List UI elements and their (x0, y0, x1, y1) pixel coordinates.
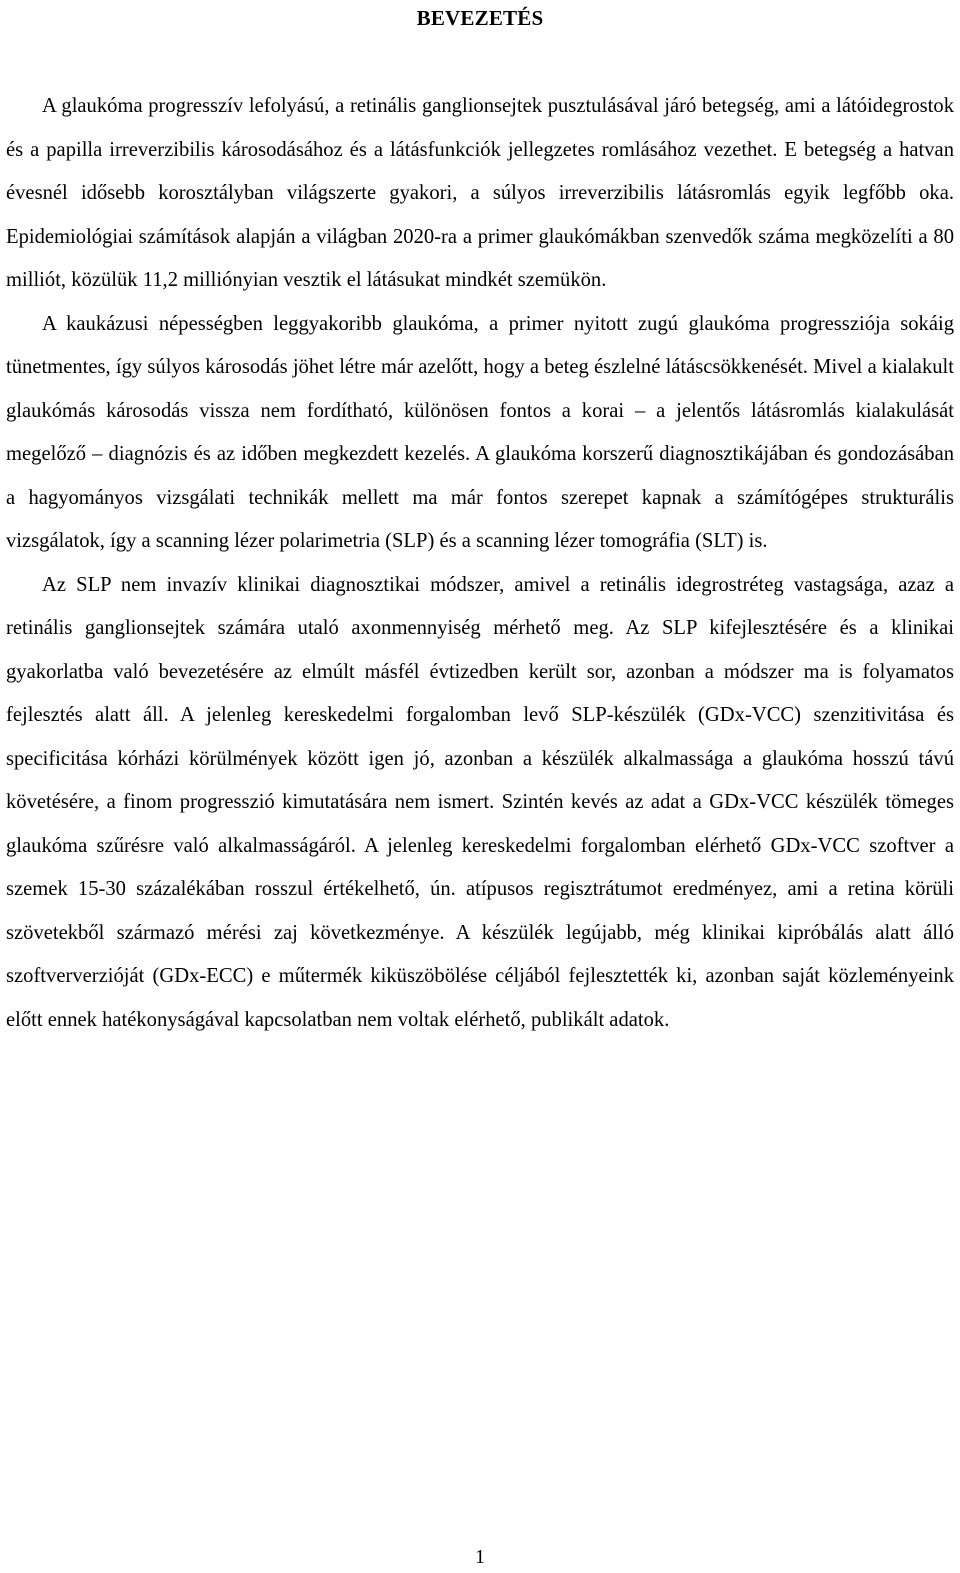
page-number: 1 (475, 1546, 485, 1568)
paragraph-2: A kaukázusi népességben leggyakoribb glaukóma, a primer nyitott zugú glaukóma progressziója sokáig tünetmentes, így súlyos károsodás jöhet létre már azelőtt, hogy a beteg észlelné látáscsökkenését. Mivel a kialakult glaukómás károsodás vissza nem fordítható, különösen fontos a korai – a jelentős látásromlás kialakulását megelőző – diagnózis és az időben megkezdett kezelés. A glaukóma korszerű diagnosztikájában és gondozásában a hagyományos vizsgálati technikák mellett ma már fontos szerepet kapnak a számítógépes strukturális vizsgálatok, így a scanning lézer polarimetria (SLP) és a scanning lézer tomográfia (SLT) is. (6, 312, 954, 552)
paragraph-3: Az SLP nem invazív klinikai diagnosztikai módszer, amivel a retinális idegrostréteg vastagsága, azaz a retinális ganglionsejtek számára utaló axonmennyiség mérhető meg. Az SLP kifejlesztésére és a klinikai gyakorlatba való bevezetésére az elmúlt másfél évtizedben került sor, azonban a módszer ma is folyamatos fejlesztés alatt áll. A jelenleg kereskedelmi forgalomban levő SLP-készülék (GDx-VCC) szenzitivitása és specificitása kórházi körülmények között igen jó, azonban a készülék alkalmassága a glaukóma hosszú távú követésére, a finom progresszió kimutatására nem ismert. Szintén kevés az adat a GDx-VCC készülék tömeges glaukóma szűrésre való alkalmasságáról. A jelenleg kereskedelmi forgalomban elérhető GDx-VCC szoftver a szemek 15-30 százalékában rosszul értékelhető, ún. atípusos regisztrátumot eredményez, ami a retina körüli szövetekből származó mérési zaj következménye. A készülék legújabb, még klinikai kipróbálás alatt álló szoftververzióját (GDx-ECC) e műtermék kiküszöbölése céljából fejlesztették ki, azonban saját közleményeink előtt ennek hatékonyságával kapcsolatban nem voltak elérhető, publikált adatok. (6, 573, 954, 1031)
body-text (6, 85, 954, 1042)
paragraph-1: A glaukóma progresszív lefolyású, a retinális ganglionsejtek pusztulásával járó betegség, ami a látóidegrostok és a papilla irreverzibilis károsodásához és a látásfunkciók jellegzetes romlásához vezethet. E betegség a hatvan évesnél idősebb korosztályban világszerte gyakori, a súlyos irreverzibilis látásromlás egyik legfőbb oka. Epidemiológiai számítások alapján a világban 2020-ra a primer glaukómákban szenvedők száma megközelíti a 80 milliót, közülük 11,2 milliónyian vesztik el látásukat mindkét szemükön. (6, 95, 954, 291)
section-heading: BEVEZETÉS (416, 6, 544, 30)
